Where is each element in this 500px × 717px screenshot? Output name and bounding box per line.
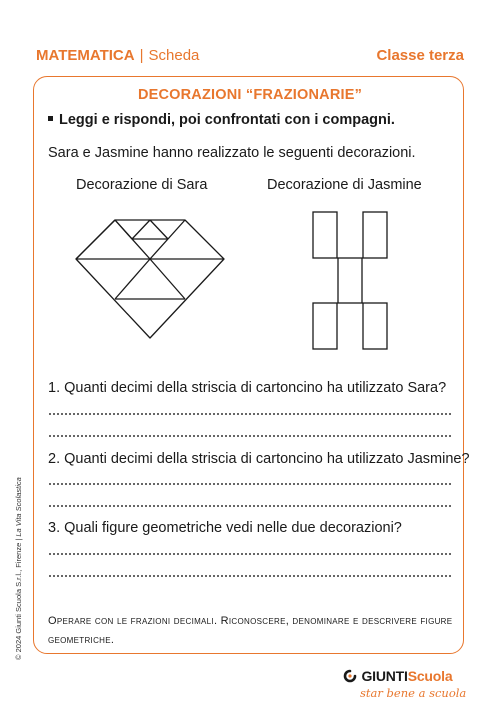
jasmine-rect: [363, 212, 387, 258]
sara-line: [115, 220, 132, 239]
answer-line[interactable]: [48, 553, 453, 555]
sara-decoration: [70, 214, 230, 344]
jasmine-decoration: [305, 208, 395, 353]
grade-label: Classe terza: [376, 47, 464, 64]
jasmine-rect: [313, 303, 337, 349]
jasmine-rect: [338, 258, 362, 303]
sara-line: [132, 220, 150, 239]
instruction-text: Leggi e rispondi, poi confrontati con i compagni.: [59, 112, 395, 128]
copyright-journal: La Vita Scolastica: [14, 477, 23, 537]
sara-line: [150, 259, 185, 299]
copyright-text: © 2024 Giunti Scuola S.r.l., Firenze |: [14, 536, 23, 660]
header-separator: |: [139, 47, 144, 64]
sara-line: [150, 220, 168, 239]
logo-brand-accent: Scuola: [407, 667, 453, 684]
worksheet-title: DECORAZIONI “FRAZIONARIE”: [137, 87, 363, 103]
sara-line: [115, 259, 150, 299]
logo-brand: GIUNTI: [361, 667, 408, 684]
question-1: 1. Quanti decimi della striscia di cartoncino ha utilizzato Sara?: [48, 380, 447, 396]
jasmine-rect: [313, 212, 337, 258]
learning-objectives: Operare con le frazioni decimali. Riconoscere, denominare e descrivere figure geometriche.: [48, 615, 453, 646]
jasmine-rect: [363, 303, 387, 349]
header-left: [36, 47, 199, 64]
publisher-logo: [343, 667, 452, 685]
intro-text: Sara e Jasmine hanno realizzato le seguenti decorazioni.: [48, 145, 416, 161]
instruction: [48, 112, 395, 128]
answer-line[interactable]: [48, 483, 453, 485]
bullet-icon: [48, 116, 53, 121]
answer-line[interactable]: [48, 575, 453, 577]
question-3: 3. Quali figure geometriche vedi nelle due decorazioni?: [48, 520, 402, 536]
jasmine-figure-label: Decorazione di Jasmine: [267, 177, 422, 193]
sara-line: [76, 220, 115, 259]
copyright-note: [14, 477, 23, 660]
answer-line[interactable]: [48, 435, 453, 437]
worksheet-card: [33, 76, 464, 654]
answer-line[interactable]: [48, 505, 453, 507]
question-2: 2. Quanti decimi della striscia di cartoncino ha utilizzato Jasmine?: [48, 451, 470, 467]
subject-label: MATEMATICA: [36, 47, 135, 64]
sara-figure-label: Decorazione di Sara: [76, 177, 208, 193]
giunti-swirl-icon: [343, 669, 357, 683]
page-header: [36, 47, 464, 64]
sheet-kind-label: Scheda: [148, 47, 200, 64]
answer-line[interactable]: [48, 413, 453, 415]
logo-tagline: star bene a scuola: [360, 686, 467, 700]
